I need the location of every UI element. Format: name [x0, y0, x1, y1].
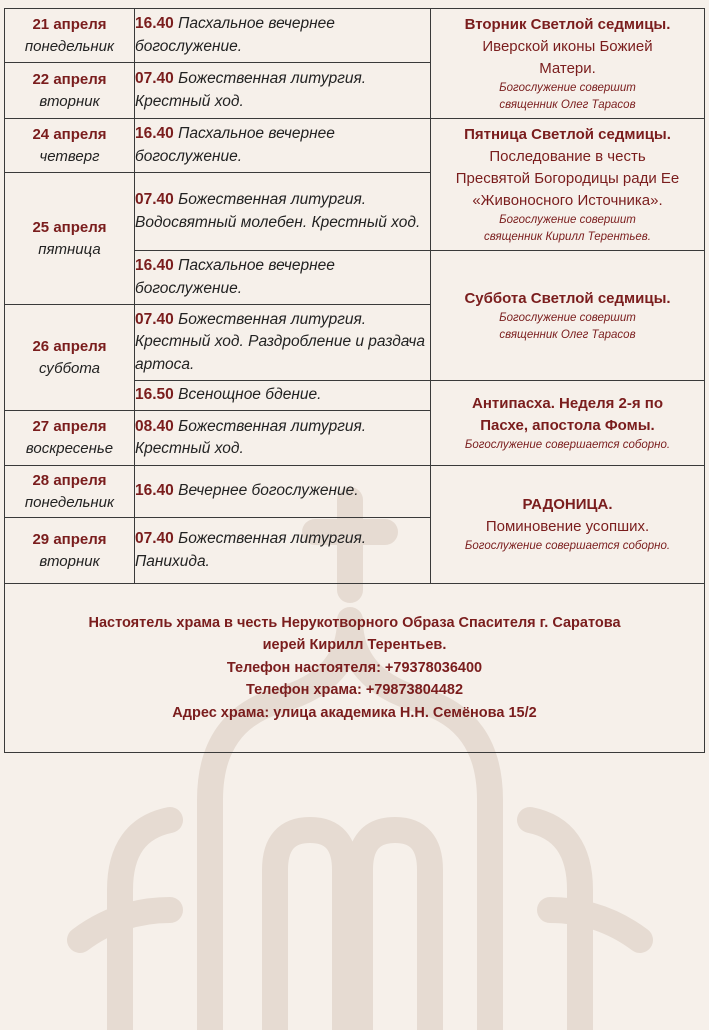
date-day: 27 апреля — [32, 418, 107, 435]
service-text: Божественная литургия. Крестный ход. Раздробление и раздача артоса. — [135, 310, 426, 373]
service-time: 07.40 — [135, 530, 174, 547]
feast-title: Вторник Светлой седмицы. — [464, 15, 671, 33]
date-cell — [5, 518, 135, 584]
feast-note: Богослужение совершит — [499, 81, 636, 94]
date-day: 24 апреля — [32, 125, 107, 143]
feast-title: Суббота Светлой седмицы. — [464, 289, 671, 307]
feast-note: Богослужение совершается соборно. — [464, 438, 671, 451]
feast-note: Богослужение совершит — [499, 311, 636, 324]
date-weekday: воскресенье — [25, 440, 114, 457]
schedule-table — [4, 8, 705, 753]
table-row — [5, 466, 705, 518]
service-cell — [135, 305, 431, 381]
date-cell — [5, 173, 135, 305]
feast-title: Антипасха. Неделя 2-я по — [472, 394, 663, 412]
feast-line: Матери. — [539, 59, 596, 77]
service-time: 07.40 — [135, 70, 174, 87]
date-weekday: вторник — [39, 92, 100, 110]
service-time: 08.40 — [135, 417, 174, 435]
service-text: Божественная литургия. Панихида. — [135, 530, 367, 570]
feast-title: Пасхе, апостола Фомы. — [480, 416, 655, 434]
feast-cell — [431, 466, 705, 584]
rector-name: иерей Кирилл Терентьев. — [262, 637, 447, 654]
feast-note: священник Олег Тарасов — [499, 98, 636, 111]
rector-line: Настоятель храма в честь Нерукотворного Образа Спасителя г. Саратова — [88, 614, 621, 631]
date-cell — [5, 305, 135, 411]
date-day: 22 апреля — [32, 70, 107, 88]
date-day: 26 апреля — [32, 337, 107, 355]
date-weekday: понедельник — [24, 37, 115, 55]
feast-cell — [431, 9, 705, 119]
service-time: 16.40 — [135, 482, 174, 500]
service-time: 16.40 — [135, 125, 174, 142]
feast-cell — [431, 119, 705, 251]
feast-line: Поминовение усопших. — [485, 518, 650, 535]
feast-cell — [431, 381, 705, 466]
service-time: 16.40 — [135, 257, 174, 274]
feast-note: священник Кирилл Терентьев. — [483, 230, 651, 243]
service-cell — [135, 381, 431, 411]
service-time: 16.40 — [135, 15, 174, 32]
rector-phone: Телефон настоятеля: +79378036400 — [226, 659, 483, 676]
service-cell — [135, 518, 431, 584]
date-day: 25 апреля — [32, 218, 107, 236]
feast-cell — [431, 251, 705, 381]
service-cell — [135, 251, 431, 305]
feast-line: Последование в честь — [489, 147, 646, 165]
church-phone: Телефон храма: +79873804482 — [245, 682, 464, 699]
feast-title: РАДОНИЦА. — [522, 496, 613, 513]
feast-title: Пятница Светлой седмицы. — [464, 125, 671, 143]
date-weekday: четверг — [39, 147, 100, 165]
date-weekday: понедельник — [24, 493, 115, 511]
table-row — [5, 9, 705, 63]
feast-note: Богослужение совершит — [499, 213, 636, 226]
service-cell — [135, 411, 431, 466]
date-weekday: пятница — [38, 240, 101, 258]
feast-note: священник Олег Тарасов — [499, 328, 636, 341]
service-text: Божественная литургия. Крестный ход. — [135, 70, 367, 110]
service-text: Всенощное бдение. — [178, 386, 322, 404]
feast-line: Иверской иконы Божией — [482, 37, 653, 55]
service-time: 07.40 — [135, 191, 174, 208]
church-address: Адрес храма: улица академика Н.Н. Семёнова 15/2 — [172, 704, 537, 721]
service-text: Божественная литургия. Крестный ход. — [135, 417, 367, 457]
date-weekday: вторник — [39, 552, 100, 570]
date-cell — [5, 119, 135, 173]
feast-line: Пресвятой Богородицы ради Ее — [455, 169, 680, 187]
table-row — [5, 119, 705, 173]
service-cell — [135, 173, 431, 251]
footer-row — [5, 584, 705, 753]
service-time: 16.50 — [135, 386, 174, 404]
date-day: 21 апреля — [32, 15, 107, 33]
date-cell — [5, 466, 135, 518]
service-cell — [135, 9, 431, 63]
footer-cell — [5, 584, 705, 753]
service-text: Вечернее богослужение. — [178, 482, 359, 500]
feast-note: Богослужение совершается соборно. — [464, 540, 671, 552]
date-day: 29 апреля — [32, 530, 107, 548]
service-cell — [135, 119, 431, 173]
date-cell — [5, 411, 135, 466]
date-day: 28 апреля — [32, 471, 107, 489]
feast-line: «Живоносного Источника». — [472, 191, 663, 209]
service-text: Пасхальное вечернее богослужение. — [135, 15, 335, 55]
date-cell — [5, 63, 135, 119]
service-cell — [135, 63, 431, 119]
service-text: Пасхальное вечернее богослужение. — [135, 125, 335, 165]
service-text: Божественная литургия. Водосвятный молебен. Крестный ход. — [135, 191, 421, 231]
service-cell — [135, 466, 431, 518]
date-weekday: суббота — [38, 359, 101, 377]
date-cell — [5, 9, 135, 63]
service-time: 07.40 — [135, 310, 174, 328]
service-text: Пасхальное вечернее богослужение. — [135, 257, 335, 297]
